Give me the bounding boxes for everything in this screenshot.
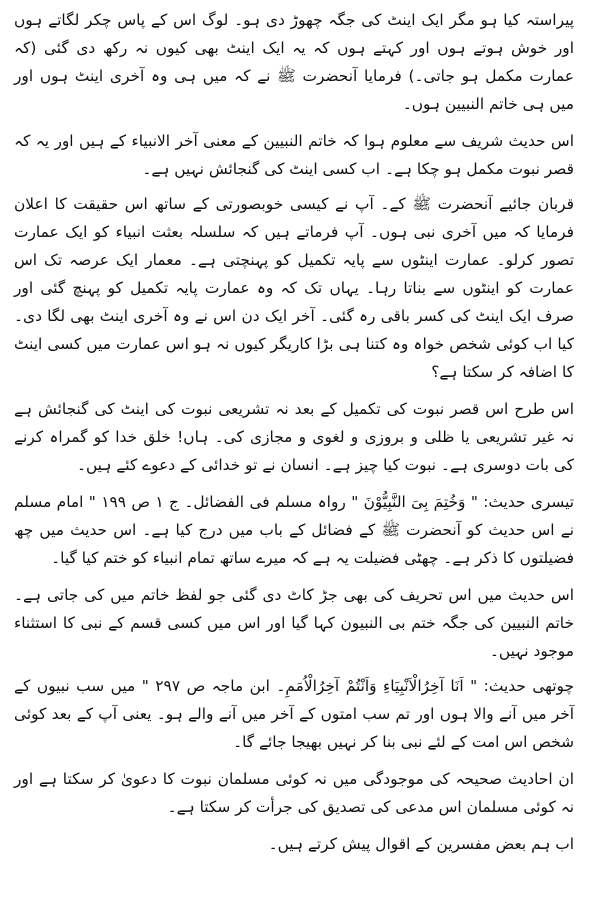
paragraph-prophethood-palace: اس طرح اس قصر نبوت کی تکمیل کے بعد نہ تشریعی نبوت کی اینٹ کی گنجائش ہے نہ غیر تشریعی یا ظلی و بروزی و لغوی و مجازی کی۔ ہاں! خلق خدا کو گمراہ کرنے کی بات دوسری ہے۔ نبوت کیا چیز ہے۔ انسان نے تو خدائی کے دعوے کئے ہیں۔ — [14, 400, 574, 474]
paragraph-fourth-hadith: چوتھی حدیث: " اَنَا آخِرُالْاَنْبِیَاءِ وَاَنْتُمْ آخِرُالْاُمَمِ۔ ابن ماجہ ص ۲۹۷ " میں سب نبیوں کے آخر میں آنے والا ہوں اور تم سب امتوں کے آخر میں آنے والے ہو۔ یعنی آپ کے بعد کوئی شخص اس امت کے لئے نبی بنا کر نہیں بھیجا جائے گا۔ — [14, 677, 574, 751]
paragraph-distortion: اس حدیث میں اس تحریف کی بھی جڑ کاٹ دی گئی جو لفظ خاتم میں کی جاتی ہے۔ خاتم النبیین کی جگہ ختم بی النبیون کہا گیا اور اس میں کسی قسم کے نبی کا استثناء موجود نہیں۔ — [14, 586, 574, 660]
paragraph-hadith-meaning: اس حدیث شریف سے معلوم ہوا کہ خاتم النبیین کے معنی آخر الانبیاء کے ہیں اور یہ کہ قصر نبوت مکمل ہو چکا ہے۔ اب کسی اینٹ کی گنجائش نہیں ہے۔ — [14, 132, 574, 178]
paragraph-third-hadith: تیسری حدیث: " وَخُتِمَ بِیَ النَّبِیُّوْنَ " رواہ مسلم فی الفضائل۔ ج ۱ ص ۱۹۹ " امام مسلم نے اس حدیث کو آنحضرت ﷺ کے فضائل کے باب میں درج کیا ہے۔ اس حدیث میں چھ فضیلتوں کا ذکر ہے۔ چھٹی فضیلت یہ ہے کہ میرے ساتھ تمام انبیاء کو ختم کیا گیا۔ — [14, 493, 574, 567]
paragraph-brick-parable: پیراستہ کیا ہو مگر ایک اینٹ کی جگہ چھوڑ دی ہو۔ لوگ اس کے پاس چکر لگاتے ہوں اور خوش ہوتے ہوں اور کہتے ہوں کہ یہ ایک اینٹ بھی کیوں نہ رکھ دی گئی (کہ عمارت مکمل ہو جاتی۔) فرمایا آنحضرت ﷺ نے کہ میں ہی وہ آخری اینٹ ہوں اور میں ہی خاتم النبیین ہوں۔ — [14, 11, 574, 113]
paragraph-building-analogy: قربان جائیے آنحضرت ﷺ کے۔ آپ نے کیسی خوبصورتی کے ساتھ اس حقیقت کا اعلان فرمایا کہ میں آخری نبی ہوں۔ آپ فرماتے ہیں کہ سلسلہ بعثت انبیاء کو ایک عمارت تصور کرلو۔ عمارت اینٹوں سے پایہ تکمیل کو پہنچتی ہے۔ معمار ایک عرصہ تک اس عمارت کو اینٹوں سے بناتا رہا۔ یہاں تک کہ وہ عمارت پایہ تکمیل کو پہنچ گئی اور صرف ایک اینٹ کی کسر باقی رہ گئی۔ آخر ایک دن اس نے وہ آخری اینٹ بھی لگا دی۔ کیا اب کوئی شخص خواہ وہ کتنا ہی بڑا کاریگر کیوں نہ ہو اس عمارت میں کسی اینٹ کا اضافہ کر سکتا ہے؟ — [14, 195, 574, 381]
paragraph-authentic-hadith: ان احادیث صحیحہ کی موجودگی میں نہ کوئی مسلمان نبوت کا دعویٰ کر سکتا ہے اور نہ کوئی مسلمان اس مدعی کی تصدیق کی جرأت کر سکتا ہے۔ — [14, 770, 574, 816]
paragraph-commentators-intro: اب ہم بعض مفسرین کے اقوال پیش کرتے ہیں۔ — [268, 835, 574, 853]
